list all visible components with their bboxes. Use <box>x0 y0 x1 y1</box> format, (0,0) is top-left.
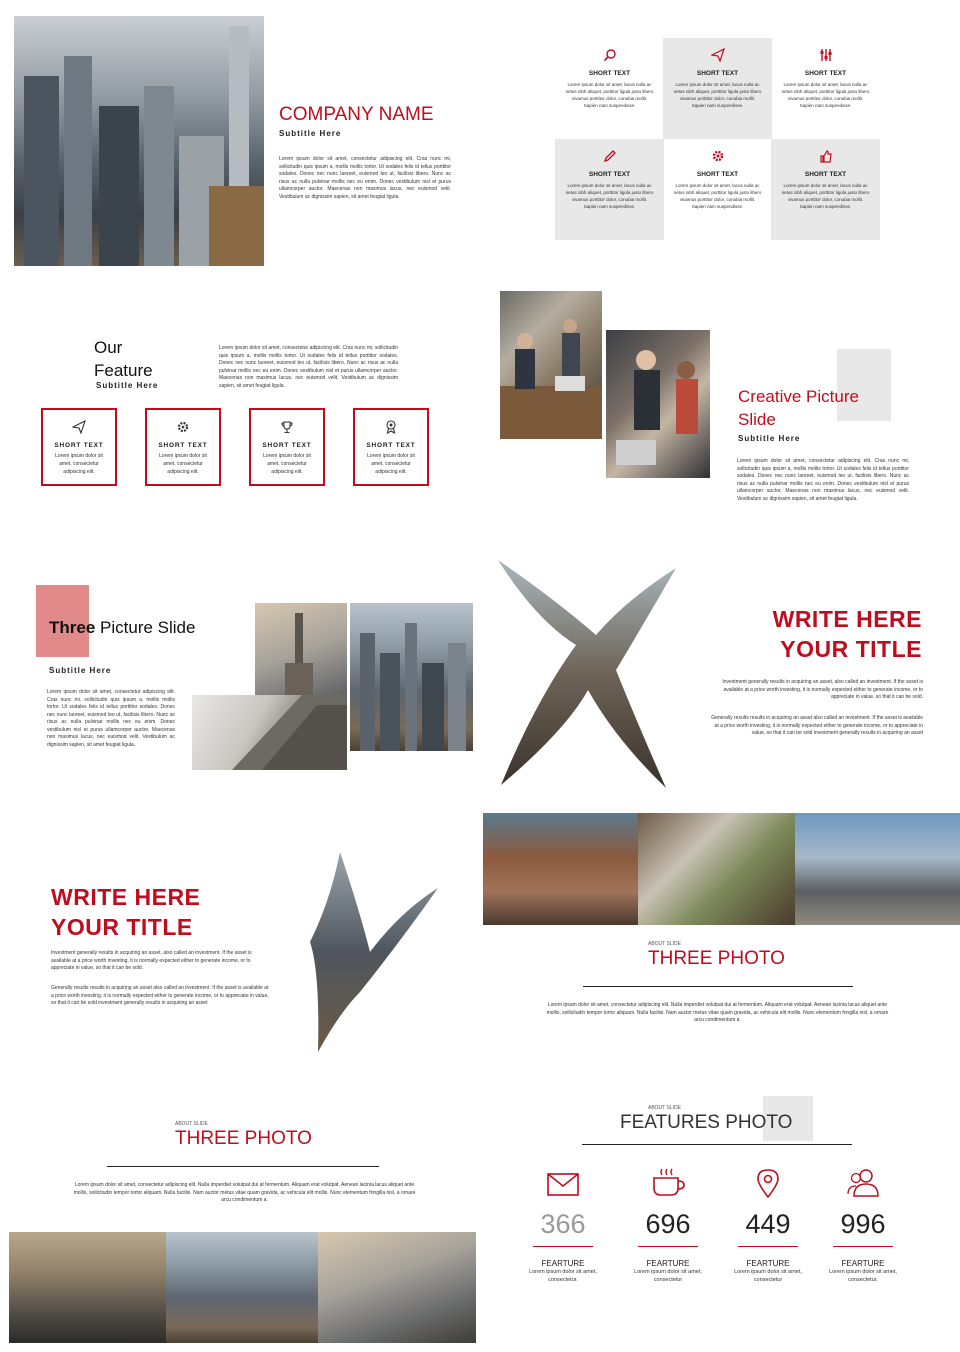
three-photo-body-text: Lorem ipsum dolor sit amet, consectetur adipiscing elit. Nulla imperdiet volutpat dui at fermentum. Aliquam erat volutpat. Aenean lacinia lacus aliquet ante mollis, sollicitudin tempor tortor aliquam. Nulla facilisi. Nam auctor metus vitae quam gravida, ac vehicula elit mollis. Nunc elementum fringilla nisl, a ornare arcu condimentum a. <box>546 1002 889 1023</box>
grid-cell-text: Lorem ipsum dolor sit amet, lacus nulla ac netus nibh aliquet, porttitor ligula justo libero vivamus porttitor dolor, conubia mollit. Sapien nam suspendisse. <box>673 183 762 209</box>
feature-stat-value: 696 <box>645 1209 691 1239</box>
three-picture-title <box>49 618 195 638</box>
feature-stat-name: FEARTURE <box>841 1259 885 1268</box>
feature-title-line2: Feature <box>94 361 153 380</box>
about-slide-kicker: ABOUT SLIDE <box>648 941 681 947</box>
glass-building-photo <box>192 695 347 770</box>
grid-cell <box>555 38 664 139</box>
street-photo <box>483 813 638 925</box>
feature-stat-name: FEARTURE <box>746 1259 790 1268</box>
feature-stat-desc: Lorem ipsum dolor sit amet, consectetur. <box>829 1269 897 1283</box>
pencil-icon <box>555 149 664 163</box>
feature-box-label: SHORT TEXT <box>54 442 104 449</box>
three-photo-body-text: Lorem ipsum dolor sit amet, consectetur adipiscing elit. Nulla imperdiet volutpat dui at fermentum. Aliquam erat volutpat. Aenean lacinia lacus aliquet ante mollis, sollicitudin tempor tortor aliquam. Nulla facilisi. Nam auctor metus vitae quam gravida, ac vehicula elit mollis. Nunc elementum fringilla nisl, a ornare arcu condimentum a. <box>73 1182 416 1203</box>
creative-title-line2: Slide <box>738 410 776 429</box>
write-para-1: Investment generally results in acquiring an asset, also called an investment. If the asset is available at a price worth investing, it is normally expected either to generate income, or to appreciate in value, so that it can be sold. <box>51 950 252 971</box>
three-picture-body-text: Lorem ipsum dolor sit amet, consectetur adipiscing elit. Cras nunc mi, sollicitudin quis ipsum a, mollis mollis tortor. Ut sodales felis id tellus porttitor sodales. Donec nec nunc laoreet, euismod leo ut, facilisis libero. Nunc ac risus ac nulla pulvinar mollis nec eu enim. Donec vestibulum nisl et purus ullamcorper auctor. Maecenas non maximus lacus, nec euismod velit. Vestibulum ac dignissim sapien, sit amet feugiat ligula. <box>47 689 175 748</box>
write-para-2: Generally results results in acquiring an asset also called an investment. If the asset is available at a price worth investing, it is normally expected either to generate income, or to appreciate in value, so that it can be sold investment generally results in acquiring an asset <box>51 985 269 1006</box>
grid-cell <box>663 38 772 139</box>
mail-icon <box>528 1172 598 1203</box>
gear-icon <box>147 420 219 434</box>
feature-stat-value: 449 <box>745 1209 791 1239</box>
feature-box <box>353 408 429 486</box>
stat-divider <box>638 1246 698 1247</box>
feature-box <box>41 408 117 486</box>
paper-plane-icon <box>663 48 772 62</box>
slide-features-photo <box>480 1080 960 1352</box>
feature-stat <box>633 1168 703 1284</box>
feature-stat-name: FEARTURE <box>646 1259 690 1268</box>
slide-checkmark <box>0 810 480 1080</box>
feature-stat-desc: Lorem ipsum dolor sit amet, consectetur. <box>529 1269 597 1283</box>
office-towers-photo <box>318 1232 476 1343</box>
grid-cell <box>555 139 664 240</box>
grid-cell-label: SHORT TEXT <box>696 171 739 178</box>
feature-box <box>249 408 325 486</box>
feature-stat-value: 366 <box>540 1209 586 1239</box>
feature-title-line1: Our <box>94 338 123 357</box>
search-icon <box>555 48 664 62</box>
slide-three-picture <box>0 540 480 810</box>
meeting-illustration <box>500 291 602 439</box>
grid-cell-label: SHORT TEXT <box>804 171 847 178</box>
team-illustration <box>606 330 710 478</box>
three-picture-subtitle: Subtitle Here <box>49 666 112 675</box>
slide-creative-picture <box>480 280 960 540</box>
manhattan-illustration <box>350 603 473 751</box>
feature-box-text: Lorem ipsum dolor sit amet, consectetur adipiscing elit. <box>55 453 103 475</box>
grid-cell-text: Lorem ipsum dolor sit amet, lacus nulla ac netus nibh aliquet, porttitor ligula justo libero vivamus porttitor dolor, conubia mollit. Sapien nam suspendisse. <box>565 82 654 108</box>
title-underline <box>107 1166 379 1167</box>
feature-subtitle: Subtitle Here <box>96 381 159 390</box>
grid-cell <box>771 139 880 240</box>
desk-flatlay-photo <box>638 813 795 925</box>
stat-divider <box>533 1246 593 1247</box>
stat-divider <box>738 1246 798 1247</box>
about-slide-kicker: ABOUT SLIDE <box>648 1105 681 1111</box>
write-title-line2: YOUR TITLE <box>51 914 193 940</box>
three-picture-title-bold: Three <box>49 618 96 637</box>
feature-box-text: Lorem ipsum dolor sit amet, consectetur adipiscing elit. <box>263 453 311 475</box>
glass-towers-photo <box>166 1232 318 1343</box>
about-slide-kicker: ABOUT SLIDE <box>175 1121 208 1127</box>
grid-cell-text: Lorem ipsum dolor sit amet, lacus nulla ac netus nibh aliquet, porttitor ligula justo libero vivamus porttitor dolor, conubia mollit. Sapien nam suspendisse. <box>673 82 762 108</box>
coffee-cup-icon <box>633 1168 703 1203</box>
title-underline <box>582 1144 852 1145</box>
thumbs-up-icon <box>771 149 880 163</box>
feature-box-text: Lorem ipsum dolor sit amet, consectetur adipiscing elit. <box>159 453 207 475</box>
title-underline <box>583 986 853 987</box>
write-title-line2: YOUR TITLE <box>780 636 922 662</box>
stat-divider <box>833 1246 893 1247</box>
company-subtitle: Subtitle Here <box>279 129 342 138</box>
creative-title-line1: Creative Picture <box>738 387 859 406</box>
slide-three-photo-top <box>480 810 960 1080</box>
trophy-icon <box>251 420 323 434</box>
slide-icon-grid <box>480 0 960 280</box>
company-name-title: COMPANY NAME <box>279 104 434 125</box>
slide-company-name <box>0 0 480 280</box>
feature-stat <box>733 1168 803 1284</box>
feature-box-label: SHORT TEXT <box>158 442 208 449</box>
feature-stat-value: 996 <box>840 1209 886 1239</box>
grid-cell-label: SHORT TEXT <box>588 70 631 77</box>
three-photo-title: THREE PHOTO <box>648 948 785 969</box>
award-icon <box>355 420 427 434</box>
empire-skyline-photo <box>9 1232 166 1343</box>
glass-building-illustration <box>192 695 347 770</box>
feature-box <box>145 408 221 486</box>
grid-cell-label: SHORT TEXT <box>804 70 847 77</box>
write-title-line1: WRITE HERE <box>772 606 922 632</box>
grid-cell-text: Lorem ipsum dolor sit amet, lacus nulla ac netus nibh aliquet, porttitor ligula justo libero vivamus porttitor dolor, conubia mollit. Sapien nam suspendisse. <box>565 183 654 209</box>
users-icon <box>828 1168 898 1203</box>
feature-box-label: SHORT TEXT <box>262 442 312 449</box>
skyscrapers-illustration <box>14 16 264 266</box>
meeting-photo <box>500 291 602 439</box>
location-pin-icon <box>733 1168 803 1203</box>
sliders-icon <box>771 48 880 62</box>
grid-cell-label: SHORT TEXT <box>696 70 739 77</box>
grid-cell <box>663 139 772 240</box>
team-laptop-photo <box>606 330 710 478</box>
feature-body-text: Lorem ipsum dolor sit amet, consectetur adipiscing elit. Cras nunc mi, sollicitudin quis ipsum a, mollis mollis tortor. Ut sodales felis id tellus porttitor sodales. Donec nec nunc laoreet, euismod leo ut, facilisis libero. Nunc ac risus ac nulla pulvinar mollis nec eu enim. Donec vestibulum nisl et purus ullamcorper auctor. Maecenas non maximus lacus, nec euismod velit. Vestibulum ac dignissim sapien, sit amet feugiat ligula. <box>219 345 398 389</box>
feature-stat <box>528 1172 598 1284</box>
grid-cell-text: Lorem ipsum dolor sit amet, lacus nulla ac netus nibh aliquet, porttitor ligula justo libero vivamus porttitor dolor, conubia mollit. Sapien nam suspendisse. <box>781 183 870 209</box>
grid-cell-text: Lorem ipsum dolor sit amet, lacus nulla ac netus nibh aliquet, porttitor ligula justo libero vivamus porttitor dolor, conubia mollit. Sapien nam suspendisse. <box>781 82 870 108</box>
checkmark-city-photo <box>300 852 440 1052</box>
three-picture-title-rest: Picture Slide <box>95 618 196 637</box>
features-photo-title: FEATURES PHOTO <box>620 1112 793 1133</box>
paper-plane-icon <box>43 420 115 434</box>
grid-cell <box>771 38 880 139</box>
slide-our-feature <box>0 280 480 540</box>
grid-cell-label: SHORT TEXT <box>588 171 631 178</box>
city-bean-photo <box>795 813 960 925</box>
slide-x-shape <box>480 540 960 810</box>
feature-box-label: SHORT TEXT <box>366 442 416 449</box>
feature-box-text: Lorem ipsum dolor sit amet, consectetur adipiscing elit. <box>367 453 415 475</box>
feature-stat-name: FEARTURE <box>541 1259 585 1268</box>
pink-accent-block <box>837 349 891 421</box>
slide-three-photo-bottom <box>0 1080 480 1352</box>
gear-icon <box>663 149 772 163</box>
creative-body-text: Lorem ipsum dolor sit amet, consectetur adipiscing elit. Cras nunc mi, sollicitudin quis ipsum a, mollis mollis tortor. Ut sodales felis id tellus porttitor sodales. Donec nec nunc laoreet, euismod leo ut, facilisis libero. Nunc ac risus ac nulla pulvinar mollis nec eu enim. Donec vestibulum nisl et purus ullamcorper auctor. Maecenas non maximus lacus, nec euismod velit. Vestibulum ac dignissim sapien, sit amet feugiat ligula. <box>737 458 909 502</box>
three-photo-title: THREE PHOTO <box>175 1128 312 1149</box>
company-body-text: Lorem ipsum dolor sit amet, consectetur adipiscing elit. Cras nunc mi, sollicitudin quis ipsum a, mollis mollis tortor. Ut sodales felis id tellus porttitor sodales. Donec nec nunc laoreet, euismod leo ut, facilisis libero. Nunc ac risus ac nulla pulvinar mollis nec eu enim. Donec vestibulum nisl et purus ullamcorper auctor. Maecenas non maximus lacus, nec euismod velit. Vestibulum ac dignissim sapien, sit amet feugiat ligula. <box>279 156 451 200</box>
write-para-1: Investment generally results in acquiring an asset, also called an investment. If the asset is available at a price worth investing, it is normally expected either to generate income, or to appreciate in value, so that it can be sold. <box>722 679 923 700</box>
creative-subtitle: Subtitle Here <box>738 434 801 443</box>
write-title-line1: WRITE HERE <box>51 884 201 910</box>
feature-stat-desc: Lorem ipsum dolor sit amet, consectetur <box>634 1269 702 1283</box>
manhattan-aerial-photo <box>350 603 473 751</box>
city-skyline-photo <box>14 16 264 266</box>
x-shape-city-photo <box>496 560 678 788</box>
feature-stat-desc: Lorem ipsum dolor sit amet, consectetur <box>734 1269 802 1283</box>
feature-stat <box>828 1168 898 1284</box>
write-para-2: Generally results results in acquiring an asset also called an investment. If the asset is available at a price worth investing, it is normally expected either to generate income, or to appreciate in value, so that it can be sold investment generally results in acquiring an asset <box>711 715 923 736</box>
